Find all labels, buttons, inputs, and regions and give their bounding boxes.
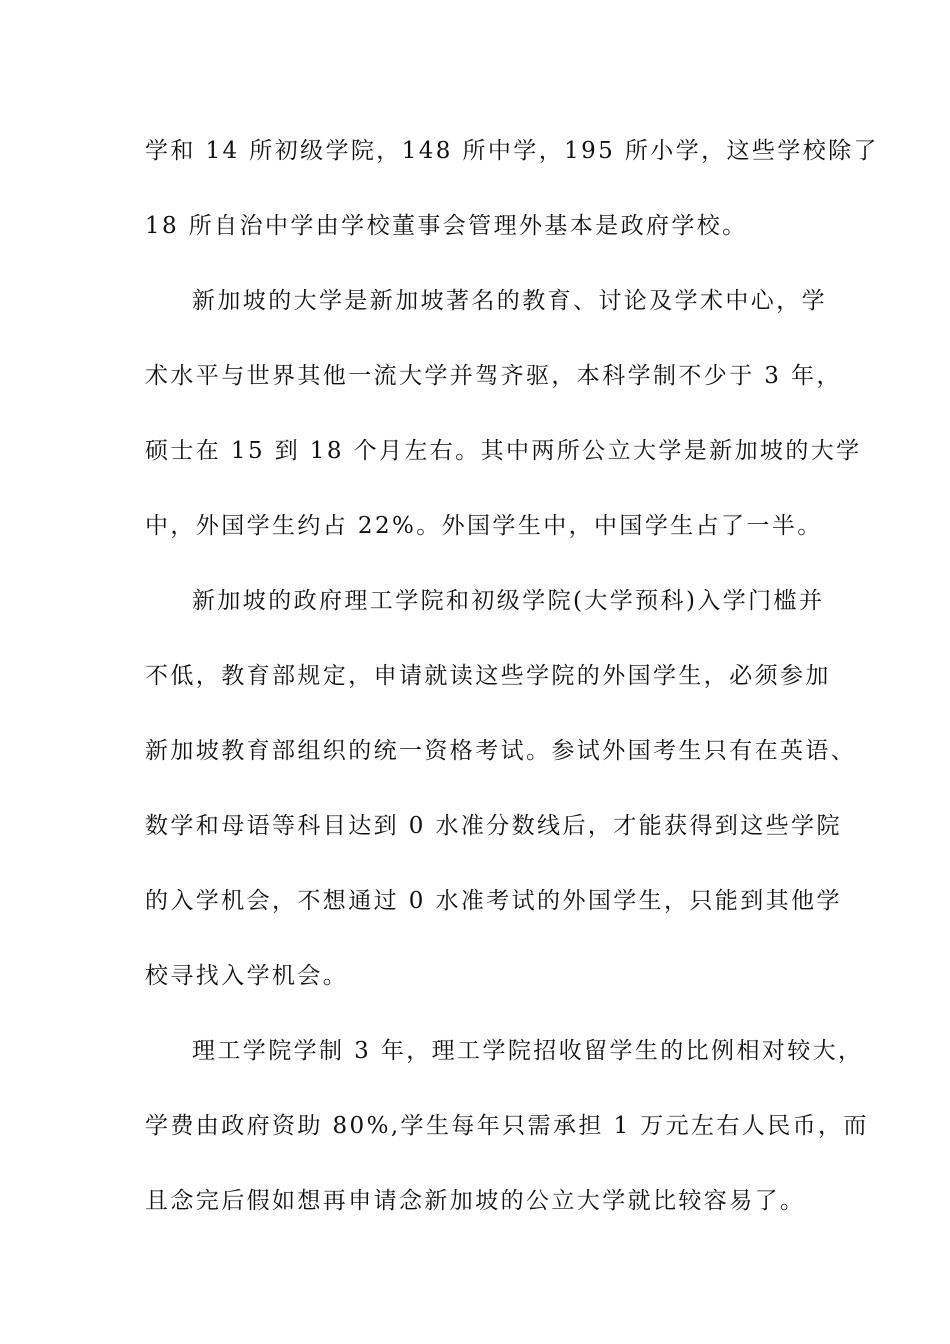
text-line: 校寻找入学机会。 xyxy=(145,963,349,989)
text-line: 中，外国学生约占 22%。外国学生中，中国学生占了一半。 xyxy=(145,513,823,539)
text-line: 不低，教育部规定，申请就读这些学院的外国学生，必须参加 xyxy=(145,663,831,689)
paragraph-first-line: 新加坡的大学是新加坡著名的教育、讨论及学术中心，学 xyxy=(192,288,827,314)
text-line: 18 所自治中学由学校董事会管理外基本是政府学校。 xyxy=(145,213,748,239)
text-line: 硕士在 15 到 18 个月左右。其中两所公立大学是新加坡的大学 xyxy=(145,438,862,464)
text-line: 学费由政府资助 80%,学生每年只需承担 1 万元左右人民币，而 xyxy=(145,1113,869,1139)
paragraph-first-line: 新加坡的政府理工学院和初级学院(大学预科)入学门槛并 xyxy=(192,588,825,614)
paragraph-first-line: 理工学院学制 3 年，理工学院招收留学生的比例相对较大， xyxy=(192,1038,864,1064)
text-line: 学和 14 所初级学院，148 所中学，195 所小学，这些学校除了 xyxy=(145,138,879,164)
text-line: 数学和母语等科目达到 0 水准分数线后，才能获得到这些学院 xyxy=(145,813,842,839)
text-line: 术水平与世界其他一流大学并驾齐驱，本科学制不少于 3 年， xyxy=(145,363,842,389)
text-line: 且念完后假如想再申请念新加坡的公立大学就比较容易了。 xyxy=(145,1188,806,1214)
text-line: 的入学机会，不想通过 0 水准考试的外国学生，只能到其他学 xyxy=(145,888,842,914)
text-line: 新加坡教育部组织的统一资格考试。参试外国考生只有在英语、 xyxy=(145,738,857,764)
